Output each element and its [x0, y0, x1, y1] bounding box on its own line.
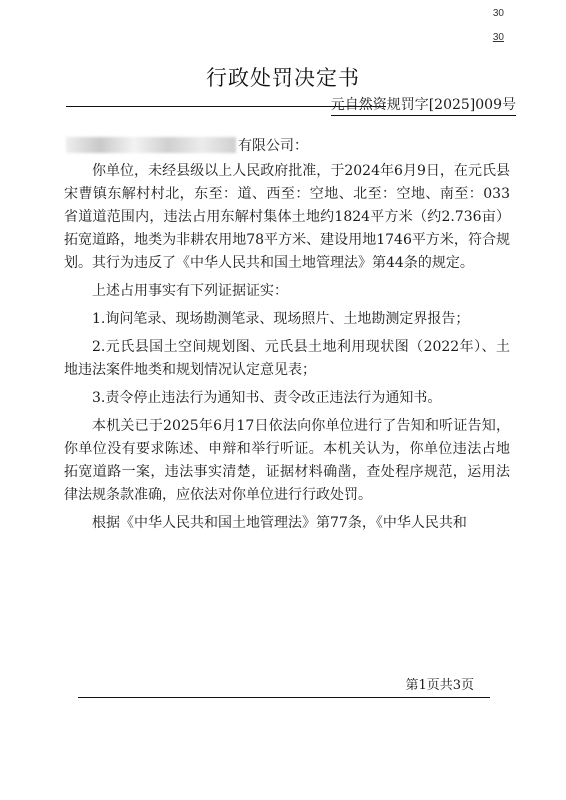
- page-indicator: 第1页共3页: [405, 678, 474, 693]
- paragraph-evidence-1: 1.询问笔录、现场勘测笔录、现场照片、土地勘测定界报告；: [92, 311, 470, 327]
- document-body: [64, 160, 510, 540]
- page-mark-top-underlined: 30: [492, 32, 504, 43]
- document-title: 行政处罚决定书: [206, 66, 360, 90]
- addressee: [66, 135, 308, 155]
- redacted-name: [66, 137, 236, 153]
- paragraph-evidence-intro: 上述占用事实有下列证据证实：: [92, 283, 288, 299]
- paragraph-procedure: 本机关已于2025年6月17日依法向你单位进行了告知和听证告知，你单位没有要求陈述、申辩和举行听证。本机关认为，你单位违法占地拓宽道路一案，违法事实清楚，证据材料确凿，查处程序规范，运用法律法规条款准确，应依法对你单位进行行政处罚。: [64, 418, 510, 503]
- paragraph-evidence-2: 2.元氏县国土空间规划图、元氏县土地利用现状图（2022年）、土地违法案件地类和规划情况认定意见表；: [64, 339, 510, 378]
- paragraph-facts: 你单位，未经县级以上人民政府批准，于2024年6月9日，在元氏县宋曹镇东解村村北，东至：道、西至：空地、北至：空地、南至：033省道道范围内，违法占用东解村集体土地约1824平方米（约2.736亩）拓宽道路，地类为非耕农用地78平方米、建设用地1746平方米，符合规划。其行为违反了《中华人民共和国土地管理法》第44条的规定。: [64, 163, 510, 271]
- footer-rule: [78, 697, 490, 698]
- paragraph-legal-basis: 根据《中华人民共和国土地管理法》第77条，《中华人民共和: [92, 515, 467, 531]
- addressee-suffix: 有限公司：: [238, 138, 308, 154]
- page-mark-top: 30: [492, 8, 504, 19]
- paragraph-evidence-3: 3.责令停止违法行为通知书、责令改正违法行为通知书。: [92, 390, 442, 406]
- document-number: 元自然资规罚字[2025]009号: [331, 94, 516, 116]
